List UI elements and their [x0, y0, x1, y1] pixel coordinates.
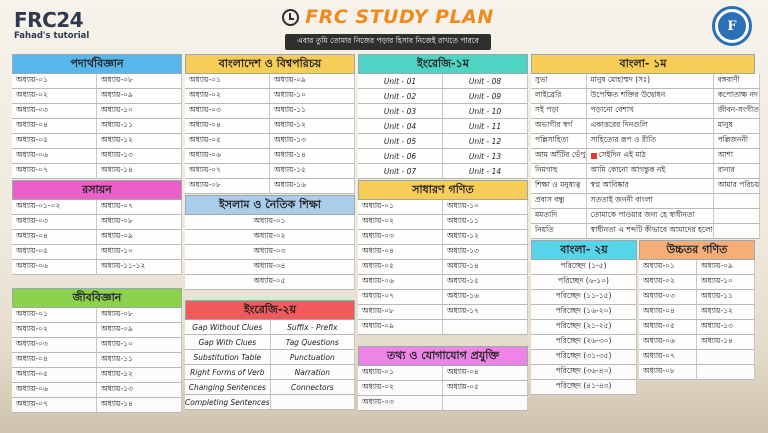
table-cell[interactable]: Tag Questions [271, 335, 355, 350]
table-cell[interactable]: অধ্যায়-০৭ [12, 398, 97, 413]
table-cell[interactable]: অধ্যায়-০২ [358, 215, 443, 230]
table-cell[interactable]: লাইব্রেরি [531, 89, 587, 104]
table-cell[interactable]: পরিচ্ছেদ (২৬-৩০) [531, 335, 637, 350]
section-ict [358, 346, 528, 411]
section-bangla1 [531, 54, 760, 239]
table-cell[interactable]: অধ্যায়-১৩ [697, 320, 755, 335]
table-cell[interactable]: পরিচ্ছেদ (৩১-৩৫) [531, 350, 637, 365]
table-cell[interactable]: অধ্যায়-১০ [443, 200, 528, 215]
table-cell[interactable]: Substitution Table [185, 350, 271, 365]
table-cell[interactable]: অধ্যায়-০৬ [185, 149, 270, 164]
table-cell[interactable]: আশা [714, 149, 760, 164]
table-cell[interactable] [697, 365, 755, 380]
table-cell[interactable]: Unit - 03 [358, 104, 443, 119]
table-cell[interactable]: অধ্যায়-০৭ [639, 350, 697, 365]
table-cell[interactable]: Unit - 14 [443, 164, 528, 179]
table-cell[interactable]: অধ্যায়-১৫ [443, 275, 528, 290]
table-cell[interactable]: অধ্যায়-০১ [358, 366, 443, 381]
table-cell[interactable] [714, 209, 760, 224]
section-title: বাংলা- ২য় [531, 240, 637, 260]
section-table [185, 320, 355, 410]
table-cell[interactable]: অধ্যায়-০২ [358, 381, 443, 396]
table-cell[interactable]: অধ্যায়-০৯ [270, 74, 355, 89]
table-cell[interactable]: অধ্যায়-১১ [270, 104, 355, 119]
table-cell[interactable]: পল্লিজননী [714, 134, 760, 149]
section-table [639, 260, 755, 380]
section-table [358, 200, 528, 335]
table-cell[interactable]: অধ্যায়-০৩ [639, 290, 697, 305]
table-cell[interactable]: অধ্যায়-০৪ [185, 119, 270, 134]
table-cell[interactable]: অধ্যায়-১০ [697, 275, 755, 290]
table-cell[interactable]: অধ্যায়-১২ [443, 230, 528, 245]
table-cell[interactable]: স্বাধীনতা এ শব্দটি কীভাবে আমাদের হলো [587, 224, 714, 239]
section-title: ইংরেজি-২য় [185, 300, 355, 320]
table-cell[interactable]: উপেক্ষিত শক্তির উদ্বোধন [587, 89, 714, 104]
table-cell[interactable]: Unit - 11 [443, 119, 528, 134]
table-cell[interactable]: Gap With Clues [185, 335, 271, 350]
table-cell[interactable]: অধ্যায়-১৪ [97, 164, 182, 179]
table-cell[interactable]: অধ্যায়-১৬ [443, 290, 528, 305]
table-cell[interactable]: অধ্যায়-০৩ [185, 245, 355, 260]
table-cell[interactable]: অধ্যায়-০২ [185, 89, 270, 104]
table-cell[interactable]: অধ্যায়-১৩ [97, 383, 182, 398]
section-physics [12, 54, 182, 179]
table-cell[interactable]: অধ্যায়-১৪ [270, 149, 355, 164]
section-table [12, 200, 182, 275]
table-cell[interactable]: অধ্যায়-০৬ [358, 275, 443, 290]
section-table [12, 74, 182, 179]
page-title-row [258, 6, 518, 28]
section-table [358, 366, 528, 411]
table-cell[interactable]: অধ্যায়-০৩ [358, 396, 443, 411]
page-subtitle: এবার তুমি তোমার নিজের পড়ার হিসাব নিজেই রাখতে পারবে [285, 34, 491, 50]
table-cell[interactable]: মমতাদি [531, 209, 587, 224]
section-english2 [185, 300, 355, 410]
table-cell[interactable]: সাহিত্যের রূপ ও রীতি [587, 134, 714, 149]
table-cell[interactable]: অধ্যায়-১৭ [443, 305, 528, 320]
table-cell[interactable]: একাত্তরের দিনগুলি [587, 119, 714, 134]
table-cell[interactable]: রানার [714, 164, 760, 179]
table-cell[interactable]: অধ্যায়-০৬ [12, 383, 97, 398]
table-cell[interactable]: পরিচ্ছেদ (২১-২৫) [531, 320, 637, 335]
table-cell[interactable]: অধ্যায়-০৩ [12, 338, 97, 353]
table-cell[interactable]: জীবন-সংগীত [714, 104, 760, 119]
table-cell[interactable]: অধ্যায়-১৫ [270, 164, 355, 179]
table-cell[interactable]: অধ্যায়-০৫ [639, 320, 697, 335]
table-cell[interactable] [443, 396, 528, 411]
table-cell[interactable]: Unit - 04 [358, 119, 443, 134]
table-cell[interactable]: Unit - 07 [358, 164, 443, 179]
cell-text: সেইদিন এই মাঠ [598, 150, 646, 159]
table-cell[interactable]: অধ্যায়-১৩ [97, 149, 182, 164]
table-cell[interactable]: অধ্যায়-০৭ [12, 164, 97, 179]
table-cell[interactable]: Unit - 06 [358, 149, 443, 164]
section-bangladesh [185, 54, 355, 194]
section-title: তথ্য ও যোগাযোগ প্রযুক্তি [358, 346, 528, 366]
table-cell[interactable]: অধ্যায়-০৭ [358, 290, 443, 305]
table-cell[interactable]: অধ্যায়-০৬ [639, 335, 697, 350]
section-title: পদার্থবিজ্ঞান [12, 54, 182, 74]
table-cell[interactable]: অধ্যায়-১৪ [97, 398, 182, 413]
table-cell[interactable]: পরিচ্ছেদ (৪১-৪৩) [531, 380, 637, 395]
table-cell[interactable]: অধ্যায়-০৮ [185, 179, 270, 194]
table-cell[interactable]: নিয়তি [531, 224, 587, 239]
brand-logo [14, 8, 124, 52]
table-cell[interactable]: Unit - 09 [443, 89, 528, 104]
table-cell[interactable]: অধ্যায়-০২ [639, 275, 697, 290]
table-cell[interactable]: অধ্যায়-০৩ [12, 104, 97, 119]
badge-icon: F [718, 12, 746, 40]
page-title: FRC STUDY PLAN [305, 6, 494, 28]
section-islam [185, 195, 355, 290]
table-cell[interactable]: Unit - 10 [443, 104, 528, 119]
table-cell[interactable]: Completing Sentences [185, 395, 271, 410]
table-cell[interactable]: প্রবাস বন্ধু [531, 194, 587, 209]
table-cell[interactable]: অধ্যায়-১০ [270, 89, 355, 104]
table-cell[interactable]: Unit - 12 [443, 134, 528, 149]
table-cell[interactable]: অধ্যায়-০৮ [97, 308, 182, 323]
table-cell[interactable]: Unit - 05 [358, 134, 443, 149]
table-cell[interactable] [271, 395, 355, 410]
table-cell[interactable]: অধ্যায়-১২ [97, 134, 182, 149]
section-chemistry [12, 180, 182, 275]
table-cell[interactable]: স্বপ্ন আবিষ্কার [587, 179, 714, 194]
section-table [358, 74, 528, 179]
table-cell[interactable]: পরিচ্ছেদ (১৬-২০) [531, 305, 637, 320]
table-cell[interactable]: অধ্যায়-১২ [270, 119, 355, 134]
table-cell[interactable]: শিক্ষা ও মনুষ্যত্ব [531, 179, 587, 194]
table-cell[interactable]: অধ্যায়-০১ [12, 308, 97, 323]
table-cell[interactable]: অধ্যায়-০৫ [358, 260, 443, 275]
table-cell[interactable]: অধ্যায়-০৫ [185, 134, 270, 149]
table-cell[interactable]: Changing Sentences [185, 380, 271, 395]
table-cell[interactable]: অধ্যায়-০৪ [358, 245, 443, 260]
table-cell[interactable]: তোমাকে পাওয়ার জন্য হে স্বাধীনতা [587, 209, 714, 224]
table-cell[interactable]: অধ্যায়-০৫ [12, 245, 97, 260]
brand-badge [712, 6, 752, 46]
table-cell[interactable]: সততাই জননী বাংলা [587, 194, 714, 209]
table-cell[interactable]: অধ্যায়-০১ [185, 215, 355, 230]
logo-text: FRC24 [14, 8, 84, 32]
page-header [258, 6, 518, 50]
table-cell[interactable]: অভাগীর স্বর্গ [531, 119, 587, 134]
table-cell[interactable]: আমার পরিচয় [714, 179, 760, 194]
section-title: রসায়ন [12, 180, 182, 200]
table-cell[interactable]: অধ্যায়-০৫ [185, 275, 355, 290]
table-cell[interactable]: অধ্যায়-১০ [97, 245, 182, 260]
section-math [358, 180, 528, 335]
table-cell[interactable]: অধ্যায়-০৮ [358, 305, 443, 320]
table-cell[interactable]: নিমগাছ [531, 164, 587, 179]
table-cell[interactable]: পরিচ্ছেদ (১-৫) [531, 260, 637, 275]
table-cell[interactable]: বঙ্গবাণী [714, 74, 760, 89]
table-cell[interactable]: অধ্যায়-১২ [697, 305, 755, 320]
table-cell[interactable] [714, 224, 760, 239]
table-cell[interactable]: পড়ানো বেশাখ [587, 104, 714, 119]
table-cell[interactable]: কপোতাক্ষ নদ [714, 89, 760, 104]
table-cell[interactable]: অধ্যায়-০৫ [443, 381, 528, 396]
table-cell[interactable]: অধ্যায়-০১ [12, 74, 97, 89]
table-cell[interactable]: মানুষ [714, 119, 760, 134]
table-cell[interactable]: Right Forms of Verb [185, 365, 271, 380]
table-cell[interactable]: অধ্যায়-০১ [639, 260, 697, 275]
table-cell[interactable]: অধ্যায়-০৪ [185, 260, 355, 275]
table-cell[interactable]: অধ্যায়-০৮ [97, 74, 182, 89]
table-cell[interactable]: অধ্যায়-০৩ [12, 215, 97, 230]
table-cell[interactable]: Connectors [271, 380, 355, 395]
table-cell[interactable]: Unit - 01 [358, 74, 443, 89]
table-cell[interactable]: Gap Without Clues [185, 320, 271, 335]
table-cell[interactable]: অধ্যায়-১১ [97, 119, 182, 134]
marker-icon [591, 153, 597, 159]
table-cell[interactable]: অধ্যায়-১০ [97, 104, 182, 119]
section-table [531, 260, 637, 395]
table-cell[interactable]: অধ্যায়-০৬ [12, 149, 97, 164]
table-cell[interactable] [587, 149, 714, 164]
table-cell[interactable]: অধ্যায়-০৮ [97, 215, 182, 230]
section-title: সাধারণ গণিত [358, 180, 528, 200]
logo-subtitle: Fahad's tutorial [14, 31, 90, 41]
table-cell[interactable]: সই পড়া [531, 104, 587, 119]
table-cell[interactable] [443, 320, 528, 335]
table-cell[interactable]: অধ্যায়-১৩ [443, 245, 528, 260]
section-highermath [639, 240, 755, 380]
table-cell[interactable]: অধ্যায়-১০ [97, 338, 182, 353]
section-table [531, 74, 760, 239]
table-cell[interactable]: অধ্যায়-১৪ [443, 260, 528, 275]
table-cell[interactable]: Suffix - Prefix [271, 320, 355, 335]
table-cell[interactable]: Punctuation [271, 350, 355, 365]
table-cell[interactable]: অধ্যায়-০২ [185, 230, 355, 245]
table-cell[interactable]: অধ্যায়-০৬ [12, 260, 97, 275]
section-biology [12, 288, 182, 413]
table-cell[interactable]: আমি কোনো আগন্তুক নই [587, 164, 714, 179]
table-cell[interactable]: সুভা [531, 74, 587, 89]
table-cell[interactable]: অধ্যায়-০১ [358, 200, 443, 215]
table-cell[interactable]: অধ্যায়-০৪ [12, 353, 97, 368]
table-cell[interactable]: অধ্যায়-১৩ [270, 134, 355, 149]
table-cell[interactable] [697, 350, 755, 365]
table-cell[interactable]: অধ্যায়-০২ [12, 323, 97, 338]
section-table [185, 74, 355, 194]
table-cell[interactable]: অধ্যায়-০১ [185, 74, 270, 89]
table-cell[interactable]: অধ্যায়-০২ [12, 89, 97, 104]
table-cell[interactable]: অধ্যায়-০৯ [697, 260, 755, 275]
table-cell[interactable]: আম আঁটির ভেঁপু [531, 149, 587, 164]
table-cell[interactable]: পরিচ্ছেদ (৬-১০) [531, 275, 637, 290]
section-table [12, 308, 182, 413]
table-cell[interactable]: মানুষ মোহাম্মদ (সঃ) [587, 74, 714, 89]
table-cell[interactable]: অধ্যায়-০৩ [358, 230, 443, 245]
section-title: ইংরেজি-১ম [358, 54, 528, 74]
table-cell[interactable]: পল্লিসাহিত্য [531, 134, 587, 149]
table-cell[interactable]: অধ্যায়-০৭ [97, 200, 182, 215]
section-title: জীববিজ্ঞান [12, 288, 182, 308]
table-cell[interactable]: অধ্যায়-০৪ [12, 230, 97, 245]
table-cell[interactable]: অধ্যায়-১১-১২ [97, 260, 182, 275]
table-cell[interactable]: অধ্যায়-০৯ [97, 89, 182, 104]
table-cell[interactable]: অধ্যায়-০৭ [185, 164, 270, 179]
table-cell[interactable]: অধ্যায়-১১ [443, 215, 528, 230]
section-title: ইসলাম ও নৈতিক শিক্ষা [185, 195, 355, 215]
section-title: উচ্চতর গণিত [639, 240, 755, 260]
table-cell[interactable]: অধ্যায়-০৫ [12, 368, 97, 383]
table-cell[interactable]: অধ্যায়-১৬ [270, 179, 355, 194]
table-cell[interactable]: অধ্যায়-১১ [697, 290, 755, 305]
section-english1 [358, 54, 528, 179]
table-cell[interactable]: অধ্যায়-০৪ [443, 366, 528, 381]
clock-icon [282, 9, 299, 26]
table-cell[interactable]: অধ্যায়-০৮ [639, 365, 697, 380]
table-cell[interactable] [714, 194, 760, 209]
table-cell[interactable]: Unit - 08 [443, 74, 528, 89]
table-cell[interactable]: অধ্যায়-০৪ [12, 119, 97, 134]
table-cell[interactable]: অধ্যায়-০৯ [97, 230, 182, 245]
table-cell[interactable]: Unit - 13 [443, 149, 528, 164]
table-cell[interactable]: অধ্যায়-০৯ [358, 320, 443, 335]
section-table [185, 215, 355, 290]
table-cell[interactable]: অধ্যায়-০৪ [639, 305, 697, 320]
table-cell[interactable]: অধ্যায়-১২ [97, 368, 182, 383]
table-cell[interactable]: অধ্যায়-০৩ [185, 104, 270, 119]
table-cell[interactable]: অধ্যায়-০১-০২ [12, 200, 97, 215]
section-bangla2 [531, 240, 637, 395]
table-cell[interactable]: অধ্যায়-১৪ [697, 335, 755, 350]
section-title: বাংলা- ১ম [531, 54, 755, 74]
table-cell[interactable]: পরিচ্ছেদ (১১-১৫) [531, 290, 637, 305]
section-title: বাংলাদেশ ও বিশ্বপরিচয় [185, 54, 355, 74]
table-cell[interactable]: অধ্যায়-০৫ [12, 134, 97, 149]
table-cell[interactable]: অধ্যায়-০৯ [97, 323, 182, 338]
table-cell[interactable]: Narration [271, 365, 355, 380]
table-cell[interactable]: অধ্যায়-১১ [97, 353, 182, 368]
table-cell[interactable]: Unit - 02 [358, 89, 443, 104]
table-cell[interactable]: পরিচ্ছেদ (৩৬-৪০) [531, 365, 637, 380]
